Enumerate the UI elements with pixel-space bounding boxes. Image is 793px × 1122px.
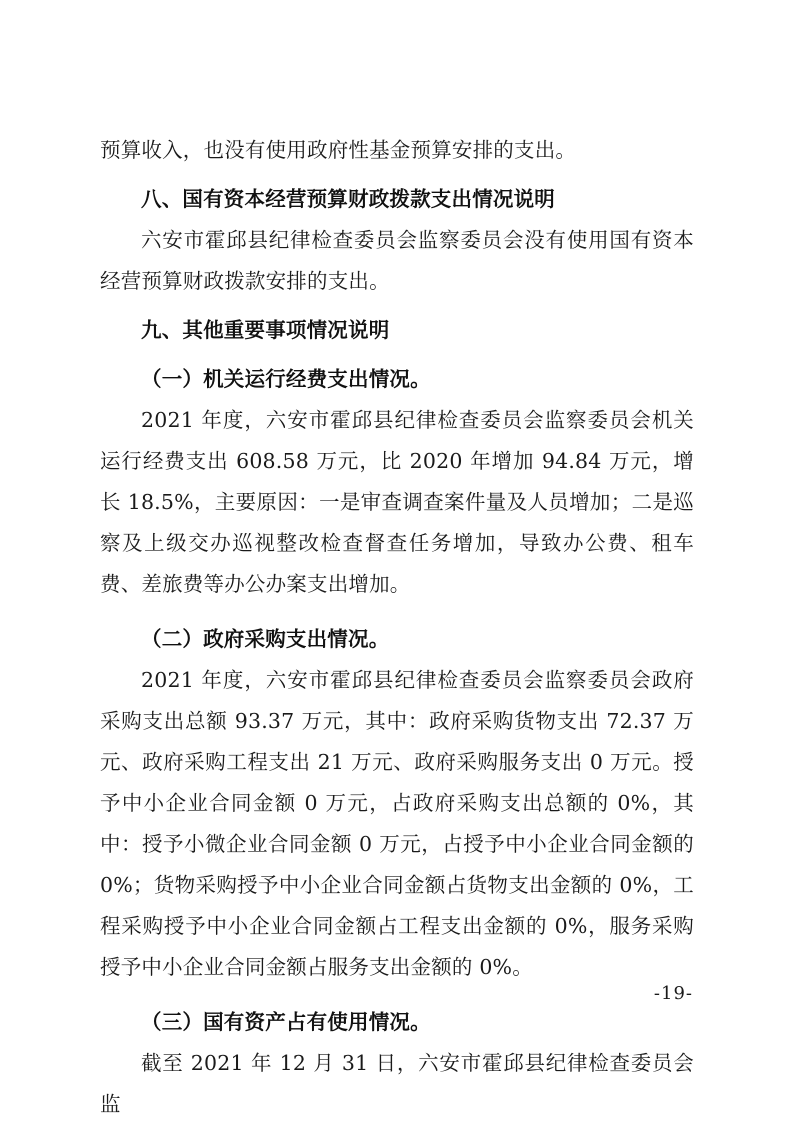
spacer <box>100 605 694 619</box>
paragraph-government-procurement: 2021 年度，六安市霍邱县纪律检查委员会监察委员会政府采购支出总额 93.37 万元，其中：政府采购货物支出 72.37 万元、政府采购工程支出 21 万元、政府采购服务支出 0 万元。授予中小企业合同金额 0 万元，占政府采购支出总额的 0%，其中：授予小微企业合同金额 0 万元，占授予中小企业合同金额的 0%；货物采购授予中小企业合同金额占货物支出金额的 0%，工程采购授予中小企业合同金额占工程支出金额的 0%，服务采购授予中小企业合同金额占服务支出金额的 0%。 <box>100 668 694 979</box>
paragraph-section-eight: 六安市霍邱县纪律检查委员会监察委员会没有使用国有资本经营预算财政拨款安排的支出。 <box>100 228 694 293</box>
spacer <box>100 171 694 179</box>
subsection-heading-two: （二）政府采购支出情况。 <box>141 627 390 651</box>
spacer <box>100 302 694 310</box>
section-heading-eight: 八、国有资本经营预算财政拨款支出情况说明 <box>141 187 555 211</box>
paragraph-operating-expenses: 2021 年度，六安市霍邱县纪律检查委员会监察委员会机关运行经费支出 608.58 万元，比 2020 年增加 94.84 万元，增长 18.5%，主要原因：一是审查调查案件量及人员增加；二是巡察及上级交办巡视整改检查督查任务增加，导致办公费、租车费、差旅费等办公办案支出增加。 <box>100 408 694 596</box>
spacer <box>100 988 694 1002</box>
paragraph-continuation: 预算收入，也没有使用政府性基金预算安排的支出。 <box>100 138 577 162</box>
paragraph-state-assets: 截至 2021 年 12 月 31 日，六安市霍邱县纪律检查委员会监 <box>100 1051 694 1116</box>
page-content <box>100 130 694 1122</box>
page-number: -19- <box>653 983 693 1004</box>
section-heading-nine: 九、其他重要事项情况说明 <box>141 318 390 342</box>
spacer <box>100 351 694 359</box>
subsection-heading-one: （一）机关运行经费支出情况。 <box>141 367 431 391</box>
subsection-heading-three: （三）国有资产占有使用情况。 <box>141 1010 431 1034</box>
